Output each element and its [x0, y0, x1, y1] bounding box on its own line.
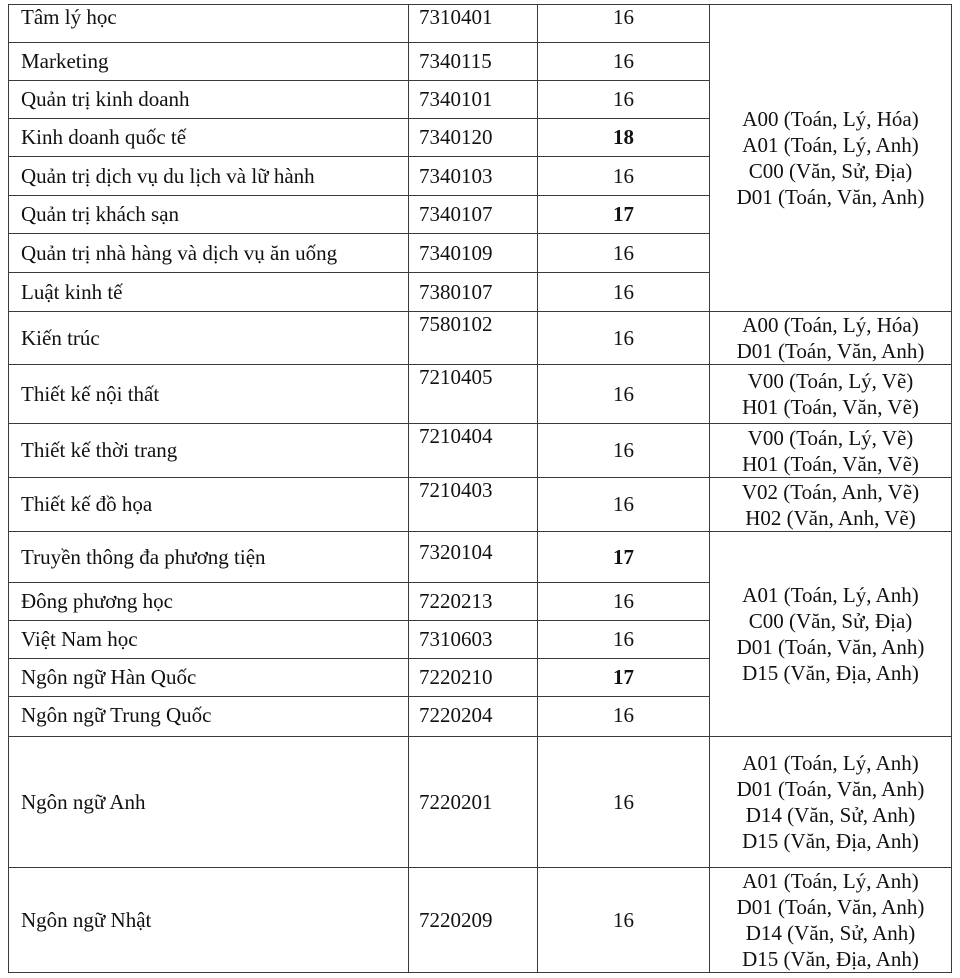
- subject-combination: D14 (Văn, Sử, Anh): [745, 921, 916, 945]
- major-code: 7220201: [409, 737, 538, 868]
- table-row: [9, 868, 952, 973]
- subject-group-cell: [710, 478, 952, 532]
- major-code: 7340115: [409, 43, 538, 81]
- table-row: [9, 532, 952, 583]
- subject-combination: D01 (Toán, Văn, Anh): [736, 895, 925, 919]
- subject-combination: C00 (Văn, Sử, Địa): [748, 609, 913, 633]
- major-name: Kiến trúc: [9, 312, 409, 365]
- major-code: 7340103: [409, 157, 538, 196]
- major-name: Ngôn ngữ Trung Quốc: [9, 697, 409, 737]
- table-row: [9, 478, 952, 532]
- major-code: 7210403: [409, 478, 538, 532]
- table-row: [9, 737, 952, 868]
- major-code: 7220213: [409, 583, 538, 621]
- subject-combination: A01 (Toán, Lý, Anh): [742, 869, 919, 893]
- major-code: 7340107: [409, 196, 538, 234]
- major-code: 7220209: [409, 868, 538, 973]
- cutoff-score: 16: [538, 312, 710, 365]
- cutoff-score: 16: [538, 583, 710, 621]
- table-row: [9, 5, 952, 43]
- cutoff-score: 16: [538, 365, 710, 424]
- cutoff-score: 18: [538, 119, 710, 157]
- major-name: Ngôn ngữ Hàn Quốc: [9, 659, 409, 697]
- cutoff-score: 16: [538, 621, 710, 659]
- subject-combination: H02 (Văn, Anh, Vẽ): [745, 505, 916, 530]
- cutoff-score: 16: [538, 868, 710, 973]
- major-code: 7210405: [409, 365, 538, 424]
- table-row: [9, 312, 952, 365]
- major-name: Quản trị kinh doanh: [9, 81, 409, 119]
- major-code: 7210404: [409, 424, 538, 478]
- cutoff-score: 16: [538, 43, 710, 81]
- subject-combination: D15 (Văn, Địa, Anh): [742, 947, 919, 971]
- major-name: Tâm lý học: [9, 5, 409, 43]
- subject-combination: D14 (Văn, Sử, Anh): [745, 803, 916, 827]
- major-code: 7310603: [409, 621, 538, 659]
- cutoff-score: 16: [538, 273, 710, 312]
- major-code: 7340120: [409, 119, 538, 157]
- admission-score-table: [8, 4, 952, 973]
- subject-group-cell: [710, 868, 952, 973]
- subject-combination: V00 (Toán, Lý, Vẽ): [747, 369, 914, 393]
- major-name: Marketing: [9, 43, 409, 81]
- subject-group-cell: [710, 424, 952, 478]
- major-name: Quản trị khách sạn: [9, 196, 409, 234]
- subject-combination: D01 (Toán, Văn, Anh): [736, 777, 925, 801]
- subject-combination: D01 (Toán, Văn, Anh): [736, 339, 925, 363]
- major-code: 7380107: [409, 273, 538, 312]
- subject-combination: V02 (Toán, Anh, Vẽ): [741, 479, 920, 504]
- major-name: Đông phương học: [9, 583, 409, 621]
- subject-combination: D15 (Văn, Địa, Anh): [742, 829, 919, 853]
- subject-group-cell: [710, 5, 952, 312]
- major-name: Ngôn ngữ Anh: [9, 737, 409, 868]
- major-code: 7340109: [409, 234, 538, 273]
- cutoff-score: 16: [538, 157, 710, 196]
- major-code: 7220204: [409, 697, 538, 737]
- major-code: 7310401: [409, 5, 538, 43]
- subject-group-cell: [710, 312, 952, 365]
- cutoff-score: 16: [538, 697, 710, 737]
- major-name: Ngôn ngữ Nhật: [9, 868, 409, 973]
- cutoff-score: 16: [538, 424, 710, 478]
- major-name: Truyền thông đa phương tiện: [9, 532, 409, 583]
- subject-combination: D01 (Toán, Văn, Anh): [736, 635, 925, 659]
- table-row: [9, 424, 952, 478]
- subject-group-cell: [710, 532, 952, 737]
- cutoff-score: 16: [538, 81, 710, 119]
- major-name: Thiết kế nội thất: [9, 365, 409, 424]
- major-code: 7220210: [409, 659, 538, 697]
- subject-combination: V00 (Toán, Lý, Vẽ): [747, 425, 914, 450]
- cutoff-score: 16: [538, 5, 710, 43]
- major-name: Việt Nam học: [9, 621, 409, 659]
- major-name: Quản trị nhà hàng và dịch vụ ăn uống: [9, 234, 409, 273]
- cutoff-score: 17: [538, 532, 710, 583]
- major-code: 7340101: [409, 81, 538, 119]
- subject-combination: A01 (Toán, Lý, Anh): [742, 583, 919, 607]
- major-name: Luật kinh tế: [9, 273, 409, 312]
- major-name: Kinh doanh quốc tế: [9, 119, 409, 157]
- subject-combination: H01 (Toán, Văn, Vẽ): [742, 395, 919, 419]
- subject-group-cell: [710, 365, 952, 424]
- subject-combination: H01 (Toán, Văn, Vẽ): [742, 451, 919, 476]
- subject-combination: C00 (Văn, Sử, Địa): [748, 159, 913, 183]
- subject-combination: D01 (Toán, Văn, Anh): [736, 185, 925, 209]
- major-name: Thiết kế thời trang: [9, 424, 409, 478]
- cutoff-score: 16: [538, 737, 710, 868]
- subject-group-cell: [710, 737, 952, 868]
- cutoff-score: 17: [538, 659, 710, 697]
- subject-combination: A01 (Toán, Lý, Anh): [742, 751, 919, 775]
- major-name: Thiết kế đồ họa: [9, 478, 409, 532]
- major-name: Quản trị dịch vụ du lịch và lữ hành: [9, 157, 409, 196]
- cutoff-score: 17: [538, 196, 710, 234]
- table-row: [9, 365, 952, 424]
- subject-combination: A00 (Toán, Lý, Hóa): [742, 107, 919, 131]
- cutoff-score: 16: [538, 234, 710, 273]
- subject-combination: D15 (Văn, Địa, Anh): [742, 661, 919, 685]
- subject-combination: A00 (Toán, Lý, Hóa): [742, 313, 919, 337]
- subject-combination: A01 (Toán, Lý, Anh): [742, 133, 919, 157]
- cutoff-score: 16: [538, 478, 710, 532]
- major-code: 7320104: [409, 532, 538, 583]
- major-code: 7580102: [409, 312, 538, 365]
